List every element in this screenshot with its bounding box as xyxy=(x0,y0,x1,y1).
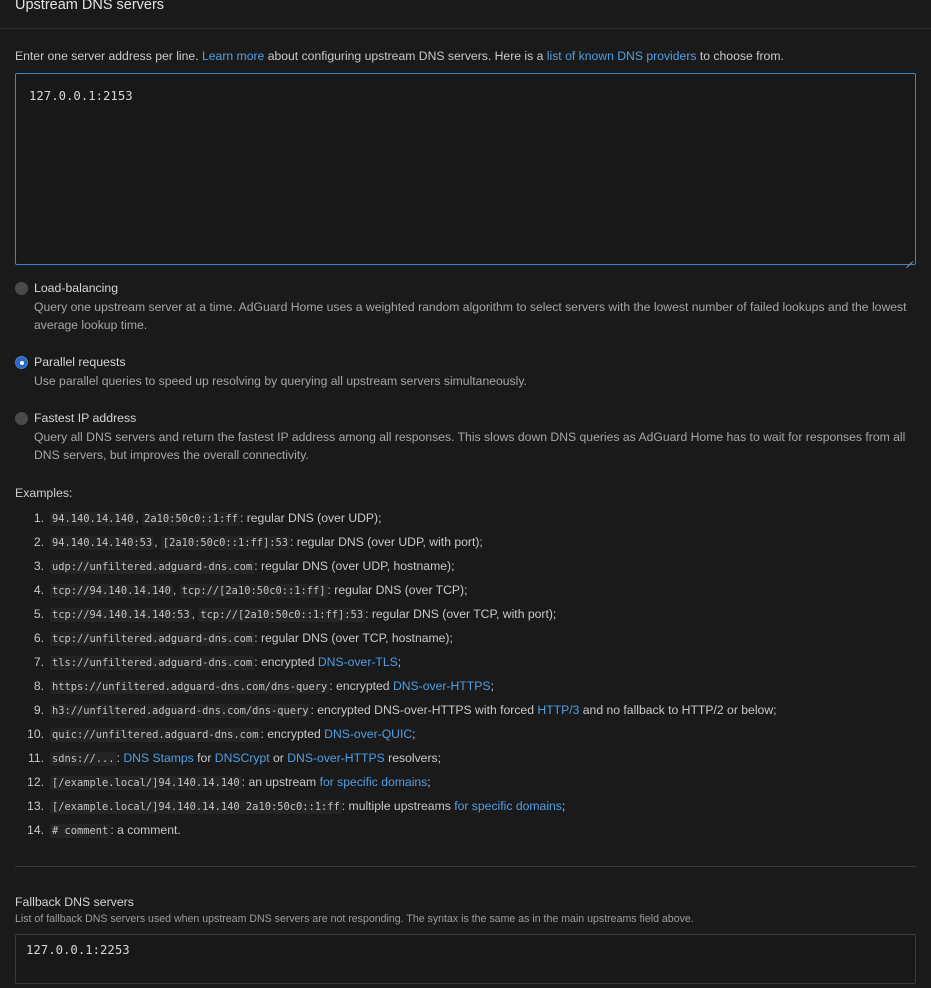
example-text: : an upstream xyxy=(241,775,320,789)
example-item xyxy=(15,699,777,723)
example-text: : regular DNS (over UDP, with port); xyxy=(290,535,483,549)
example-link[interactable]: HTTP/3 xyxy=(537,703,580,717)
example-text: , xyxy=(154,535,161,549)
example-link[interactable]: for specific domains xyxy=(454,799,562,813)
example-text: ; xyxy=(490,679,494,693)
example-item xyxy=(15,555,777,579)
example-item xyxy=(15,531,777,555)
example-number: 14. xyxy=(27,823,44,837)
example-text: ; xyxy=(427,775,431,789)
example-code: udp://unfiltered.adguard-dns.com xyxy=(52,561,253,573)
example-code: 94.140.14.140 xyxy=(52,513,134,525)
intro-text-before: Enter one server address per line. xyxy=(15,49,202,63)
example-text: : regular DNS (over UDP); xyxy=(239,511,382,525)
section-divider xyxy=(15,866,916,867)
example-code: 94.140.14.140:53 xyxy=(52,537,153,549)
example-code: [/example.local/]94.140.14.140 2a10:50c0::1:ff xyxy=(52,801,340,813)
resize-handle-icon[interactable] xyxy=(906,255,913,262)
example-text: ; xyxy=(561,799,566,813)
example-text: or xyxy=(269,751,288,765)
example-number: 12. xyxy=(27,775,44,789)
example-text: and no fallback to HTTP/2 or below; xyxy=(579,703,777,717)
example-number: 2. xyxy=(33,535,44,549)
learn-more-link[interactable]: Learn more xyxy=(201,49,265,63)
example-text: for xyxy=(193,751,215,765)
example-code: tcp://94.140.14.140:53 xyxy=(52,609,190,621)
mode-label[interactable]: Parallel requests xyxy=(34,355,126,369)
example-code: tls://unfiltered.adguard-dns.com xyxy=(52,657,253,669)
example-code: tcp://[2a10:50c0::1:ff] xyxy=(181,585,326,597)
example-link[interactable]: DNS-over-QUIC xyxy=(324,727,413,741)
example-number: 9. xyxy=(33,703,44,717)
example-code: tcp://unfiltered.adguard-dns.com xyxy=(52,633,253,645)
example-number: 3. xyxy=(33,559,44,573)
example-item xyxy=(15,507,777,531)
example-text: : encrypted xyxy=(329,679,393,693)
example-text: : encrypted DNS-over-HTTPS with forced xyxy=(310,703,538,717)
example-link[interactable]: for specific domains xyxy=(319,775,428,789)
radio-icon[interactable] xyxy=(15,412,28,425)
example-item xyxy=(15,795,777,819)
mode-description: Query all DNS servers and return the fastest IP address among all responses. This slows down DNS queries as AdGuard Home has to wait for responses from all DNS servers, but improves the overall connectivity. xyxy=(34,430,906,462)
example-text: ; xyxy=(412,727,416,741)
dns-providers-link[interactable]: list of known DNS providers xyxy=(546,49,697,63)
example-code: 2a10:50c0::1:ff xyxy=(144,513,238,525)
intro-text-after: to choose from. xyxy=(696,49,784,63)
example-item xyxy=(15,627,777,651)
upstream-dns-field[interactable] xyxy=(15,73,916,265)
example-text: , xyxy=(135,511,143,525)
fallback-dns-field[interactable] xyxy=(15,934,916,984)
mode-description: Query one upstream server at a time. AdGuard Home uses a weighted random algorithm to select servers with the lowest number of failed lookups and the lowest average lookup time. xyxy=(34,300,907,332)
example-link[interactable]: DNS-over-TLS xyxy=(317,655,398,669)
example-number: 11. xyxy=(27,751,44,765)
example-text: : regular DNS (over TCP, with port); xyxy=(365,607,557,621)
example-code: h3://unfiltered.adguard-dns.com/dns-query xyxy=(52,705,309,717)
example-code: [/example.local/]94.140.14.140 xyxy=(52,777,240,789)
examples-list xyxy=(15,507,777,843)
example-item xyxy=(15,771,777,795)
example-number: 13. xyxy=(27,799,44,813)
fallback-description: List of fallback DNS servers used when upstream DNS servers are not responding. The syntax is the same as in the main upstreams field above. xyxy=(15,913,694,925)
example-code: tcp://94.140.14.140 xyxy=(52,585,171,597)
example-link[interactable]: DNS Stamps xyxy=(123,751,194,765)
example-link[interactable]: DNSCrypt xyxy=(214,751,270,765)
mode-label[interactable]: Fastest IP address xyxy=(34,411,137,425)
example-code: [2a10:50c0::1:ff]:53 xyxy=(162,537,288,549)
mode-fastest-ip[interactable] xyxy=(15,411,915,463)
example-text: : regular DNS (over TCP, hostname); xyxy=(254,631,453,645)
intro-text-middle: about configuring upstream DNS servers. Here is a xyxy=(264,49,547,63)
example-code: quic://unfiltered.adguard-dns.com xyxy=(52,729,259,741)
mode-parallel-requests[interactable] xyxy=(15,355,915,389)
example-item xyxy=(15,675,777,699)
example-number: 4. xyxy=(33,583,44,597)
example-text: resolvers; xyxy=(384,751,441,765)
example-text: : encrypted xyxy=(254,655,318,669)
example-number: 5. xyxy=(33,607,44,621)
example-code: # comment xyxy=(52,825,109,837)
example-item xyxy=(15,603,777,627)
example-text: , xyxy=(191,607,199,621)
example-text: , xyxy=(172,583,180,597)
upstream-intro xyxy=(15,49,784,63)
example-link[interactable]: DNS-over-HTTPS xyxy=(392,679,491,693)
example-item xyxy=(15,819,777,843)
example-text: ; xyxy=(397,655,402,669)
example-text: : regular DNS (over UDP, hostname); xyxy=(254,559,455,573)
example-item xyxy=(15,651,777,675)
example-number: 7. xyxy=(33,655,44,669)
fallback-dns-textarea[interactable] xyxy=(16,935,915,983)
section-title: Upstream DNS servers xyxy=(15,0,165,13)
example-text: : multiple upstreams xyxy=(341,799,455,813)
section-header xyxy=(0,0,931,29)
radio-checked-icon[interactable] xyxy=(15,356,28,369)
example-number: 1. xyxy=(33,511,44,525)
example-number: 8. xyxy=(33,679,44,693)
radio-icon[interactable] xyxy=(15,282,28,295)
example-text: : a comment. xyxy=(110,823,181,837)
example-item xyxy=(15,723,777,747)
examples-title: Examples: xyxy=(15,486,73,500)
example-item xyxy=(15,579,777,603)
example-code: tcp://[2a10:50c0::1:ff]:53 xyxy=(200,609,364,621)
upstream-dns-textarea[interactable] xyxy=(16,74,915,264)
example-link[interactable]: DNS-over-HTTPS xyxy=(287,751,385,765)
mode-label[interactable]: Load-balancing xyxy=(34,281,119,295)
example-code: https://unfiltered.adguard-dns.com/dns-query xyxy=(52,681,328,693)
example-number: 6. xyxy=(33,631,44,645)
example-text: : regular DNS (over TCP); xyxy=(327,583,468,597)
example-item xyxy=(15,747,777,771)
mode-load-balancing[interactable] xyxy=(15,281,915,333)
example-code: sdns://... xyxy=(52,753,115,765)
example-text: : encrypted xyxy=(260,727,325,741)
fallback-title: Fallback DNS servers xyxy=(15,895,134,909)
mode-description: Use parallel queries to speed up resolving by querying all upstream servers simultaneously. xyxy=(34,374,527,388)
example-number: 10. xyxy=(27,727,44,741)
example-text: : xyxy=(116,751,124,765)
